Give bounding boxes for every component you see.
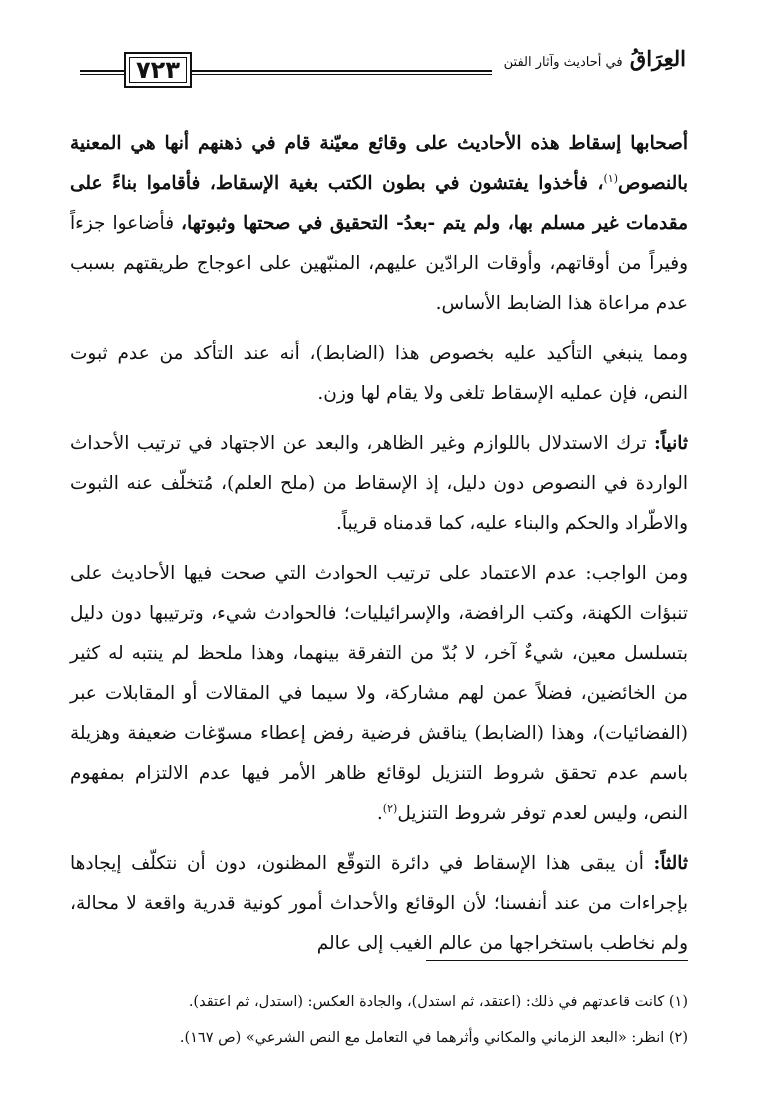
paragraph-text: أن يبقى هذا الإسقاط في دائرة التوقّع المظنون، دون أن نتكلّف إيجادها بإجراءات من عند أنفسنا؛ لأن الوقائع والأحداث أمور كونية قدرية واقعة لا محالة، ولم نخاطب باستخراجها من عالم الغيب إلى عالم bbox=[70, 853, 688, 954]
header-rule bbox=[192, 70, 492, 72]
footnote-separator bbox=[426, 960, 688, 961]
paragraph-lead: ثالثاً: bbox=[653, 853, 688, 874]
book-title bbox=[486, 46, 686, 71]
paragraph bbox=[70, 554, 688, 834]
main-text bbox=[70, 124, 688, 974]
paragraph bbox=[70, 334, 688, 414]
book-title-main: العِرَاقُ bbox=[629, 46, 686, 71]
paragraph-tail: . bbox=[376, 803, 383, 824]
footnotes bbox=[70, 984, 688, 1056]
book-title-subtitle: في أحاديث وآثار الفتن bbox=[503, 55, 623, 70]
page-number bbox=[124, 52, 192, 88]
paragraph bbox=[70, 124, 688, 324]
paragraph-lead: ثانياً: bbox=[654, 433, 688, 454]
footnote: (١) كانت قاعدتهم في ذلك: (اعتقد، ثم استدل)، والجادة العكس: (استدل، ثم اعتقد). bbox=[188, 994, 688, 1010]
footnote: (٢) انظر: «البعد الزماني والمكاني وأثرهما في التعامل مع النص الشرعي» (ص ١٦٧). bbox=[179, 1030, 688, 1046]
paragraph-text: فأضاعوا جزءاً وفيراً من أوقاتهم، وأوقات الرادّين عليهم، المنبّهين على اعوجاج طريقتهم بسبب عدم مراعاة هذا الضابط الأساس. bbox=[70, 213, 688, 314]
page-number-text: ٧٢٣ bbox=[136, 56, 180, 84]
header-rule bbox=[192, 74, 492, 75]
header-rule bbox=[80, 74, 124, 75]
paragraph-bold-text: ، فأخذوا يفتشون في بطون الكتب بغية الإسقاط، فأقاموا بناءً على مقدمات غير مسلم بها، ولم يتم -بعدُ- التحقيق في صحتها وثبوتها، bbox=[70, 173, 688, 234]
footnote-ref: (٢) bbox=[382, 801, 398, 815]
header-rule bbox=[80, 70, 124, 72]
page-header bbox=[80, 48, 686, 110]
paragraph-text: ومن الواجب: عدم الاعتماد على ترتيب الحوادث التي صحت فيها الأحاديث على تنبؤات الكهنة، وكتب الرافضة، والإسرائيليات؛ فالحوادث شيء، وترتيبها دون دليل بتسلسل معين، شيءٌ آخر، لا بُدّ من التفرقة بينهما، وهذا ملحظ لم ينتبه له كثير من الخائضين، فضلاً عمن لهم مشاركة، ولا سيما في المقالات أو المقابلات عبر (الفضائيات)، وهذا (الضابط) يناقش فرضية رفض إعطاء مسوّغات ضعيفة وهزيلة باسم عدم تحقق شروط التنزيل لوقائع ظاهر الأمر فيها عدم الالتزام بمفهوم النص، وليس لعدم توفر شروط التنزيل bbox=[70, 563, 688, 824]
paragraph bbox=[70, 424, 688, 544]
paragraph bbox=[70, 844, 688, 964]
paragraph-text: ترك الاستدلال باللوازم وغير الظاهر، والبعد عن الاجتهاد في ترتيب الأحداث الواردة في النصوص دون دليل، إذ الإسقاط من (ملح العلم)، مُتخلّف عنه الثبوت والاطّراد والحكم والبناء عليه، كما قدمناه قريباً. bbox=[70, 433, 688, 534]
paragraph-bold-text: أصحابها إسقاط هذه الأحاديث على وقائع معيّنة قام في ذهنهم أنها هي المعنية بالنصوص bbox=[70, 133, 688, 194]
footnote-ref: (١) bbox=[603, 171, 619, 185]
paragraph-text: ومما ينبغي التأكيد عليه بخصوص هذا (الضابط)، أنه عند التأكد من عدم ثبوت النص، فإن عمليه الإسقاط تلغى ولا يقام لها وزن. bbox=[70, 343, 688, 404]
